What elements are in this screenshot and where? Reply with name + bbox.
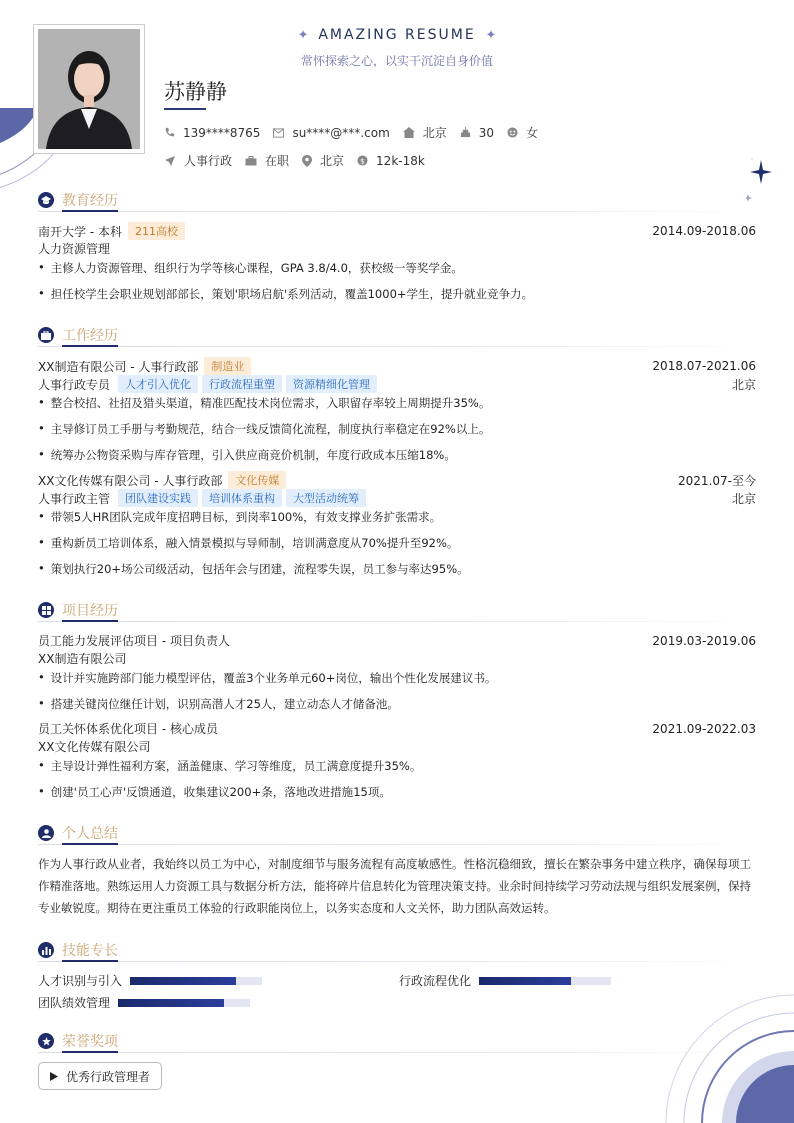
project-date: 2019.03-2019.06	[652, 633, 756, 648]
job-city: 北京	[731, 491, 756, 506]
industry-tag: 文化传媒	[228, 471, 286, 489]
graduation-cap-icon	[38, 192, 54, 208]
email-value: su****@***.com	[292, 125, 390, 140]
pin-icon	[302, 155, 312, 167]
section-header-skills	[38, 940, 118, 960]
phone-icon	[164, 127, 175, 138]
brand-title: AMAZING RESUME	[318, 27, 476, 43]
section-title: 个人总结	[62, 826, 118, 842]
gender-value: 女	[526, 126, 539, 140]
skill-item	[399, 972, 611, 989]
skill-name: 团队绩效管理	[38, 996, 111, 1010]
summary-text: 作为人事行政从业者，我始终以员工为中心，对制度细节与服务流程有高度敏感性。性格沉稳细致，擅长在繁杂事务中建立秩序，确保每项工作精准落地。熟练运用人力资源工具与数据分析方法，能将碎片信息转化为管理决策支持。业余时间持续学习劳动法规与组织发展案例，保持专业敏锐度。期待在更注重员工体验的行政职能岗位上，以务实态度和人文关怀，助力团队高效运转。	[38, 857, 751, 915]
section-divider-accent	[62, 960, 118, 962]
section-divider-accent	[62, 843, 118, 845]
grid-icon	[38, 602, 54, 618]
section-divider	[38, 844, 756, 845]
project-name: 员工关怀体系优化项目 - 核心成员	[38, 722, 218, 736]
mail-icon	[273, 128, 284, 138]
project-header	[38, 632, 756, 649]
education-date: 2014.09-2018.06	[652, 224, 756, 238]
section-divider	[38, 621, 756, 622]
briefcase-icon	[245, 156, 257, 166]
project-org-row	[38, 738, 756, 755]
keyword-tag: 人才引入优化	[118, 375, 198, 393]
intention-row	[164, 152, 438, 169]
skill-bar	[130, 977, 262, 985]
section-title: 教育经历	[62, 193, 118, 209]
job-role: 人事行政主管	[38, 491, 111, 506]
sparkle-decoration-icon	[746, 158, 776, 218]
user-icon	[38, 825, 54, 841]
phone-value: 139****8765	[183, 125, 261, 140]
list-item: • 重构新员工培训体系，融入情景模拟与导师制，培训满意度从70%提升至92%。	[38, 535, 459, 550]
list-item: • 设计并实施跨部门能力模型评估，覆盖3个业务单元60+岗位，输出个性化发展建议书。	[38, 670, 497, 685]
project-org: XX制造有限公司	[38, 652, 127, 666]
list-item: • 策划执行20+场公司级活动，包括年会与团建，流程零失误，员工参与率达95%。	[38, 561, 469, 576]
skill-name: 人才识别与引入	[38, 974, 123, 988]
bar-chart-icon	[38, 942, 54, 958]
keyword-tag: 大型活动统筹	[286, 489, 366, 507]
brand-banner	[0, 27, 794, 43]
company-name: XX文化传媒有限公司 - 人事行政部	[38, 473, 223, 488]
job-role: 人事行政专员	[38, 377, 111, 392]
sparkle-icon: ✦	[485, 28, 497, 43]
svg-text:$: $	[360, 156, 365, 166]
contact-row	[164, 124, 551, 141]
list-item: • 主导修订员工手册与考勤规范，结合一线反馈简化流程，制度执行率稳定在92%以上。	[38, 421, 491, 436]
decorative-circles-bottom-right	[654, 993, 794, 1123]
skill-bar-fill	[118, 999, 224, 1007]
job-city: 北京	[731, 377, 756, 392]
list-item: • 主修人力资源管理、组织行为学等核心课程，GPA 3.8/4.0，获校级一等奖学金。	[38, 260, 463, 275]
skill-bar	[118, 999, 250, 1007]
honor-item	[38, 1062, 162, 1090]
project-date: 2021.09-2022.03	[652, 721, 756, 736]
target-city-value: 北京	[320, 154, 345, 168]
industry-tag: 制造业	[204, 357, 251, 375]
section-divider-accent	[62, 620, 118, 622]
major: 人力资源管理	[38, 242, 111, 256]
section-header-work	[38, 325, 118, 345]
list-item: • 搭建关键岗位继任计划，识别高潜人才25人，建立动态人才储备池。	[38, 696, 399, 711]
section-divider	[38, 1052, 756, 1053]
position-value: 人事行政	[184, 154, 233, 168]
section-header-projects	[38, 600, 118, 620]
status-value: 在职	[265, 154, 290, 168]
section-divider	[38, 961, 756, 962]
play-icon	[50, 1072, 58, 1081]
sparkle-icon: ✦	[297, 28, 309, 43]
job-date: 2018.07-2021.06	[652, 359, 756, 373]
section-divider-accent	[62, 345, 118, 347]
send-icon	[164, 155, 176, 167]
section-title: 荣誉奖项	[62, 1034, 118, 1050]
award-icon	[38, 1033, 54, 1049]
keyword-tag: 行政流程重塑	[202, 375, 282, 393]
keyword-tag: 培训体系重构	[202, 489, 282, 507]
section-divider	[38, 211, 756, 212]
cake-icon	[460, 127, 471, 138]
section-title: 技能专长	[62, 943, 118, 959]
salary-icon	[357, 155, 368, 166]
project-header	[38, 720, 756, 737]
skill-bar-fill	[479, 977, 571, 985]
skill-name: 行政流程优化	[399, 974, 472, 988]
education-entry	[38, 222, 756, 240]
education-major-row	[38, 240, 756, 257]
project-name: 员工能力发展评估项目 - 项目负责人	[38, 634, 230, 648]
list-item: • 创建'员工心声'反馈通道，收集建议200+条，落地改进措施15项。	[38, 784, 391, 799]
job-header	[38, 357, 756, 375]
section-header-education	[38, 190, 118, 210]
keyword-tag: 团队建设实践	[118, 489, 198, 507]
job-date: 2021.07-至今	[678, 473, 756, 488]
keyword-tag: 资源精细化管理	[286, 375, 377, 393]
skill-bar	[479, 977, 611, 985]
salary-value: 12k-18k	[376, 153, 425, 168]
section-title: 项目经历	[62, 603, 118, 619]
section-divider-accent	[62, 1051, 118, 1053]
list-item: • 主导设计弹性福利方案，涵盖健康、学习等维度，员工满意度提升35%。	[38, 758, 422, 773]
section-divider-accent	[62, 210, 118, 212]
skill-item	[38, 972, 262, 989]
profile-photo	[38, 29, 140, 149]
job-role-row	[38, 375, 756, 393]
candidate-name: 苏静静	[164, 80, 227, 104]
job-role-row	[38, 489, 756, 507]
school-name: 南开大学 - 本科	[38, 224, 122, 239]
job-header	[38, 471, 756, 489]
home-icon	[403, 127, 415, 138]
project-org-row	[38, 650, 756, 667]
list-item: • 统筹办公物资采购与库存管理，引入供应商竞价机制，年度行政成本压缩18%。	[38, 447, 456, 462]
section-header-summary	[38, 823, 118, 843]
location-value: 北京	[422, 126, 447, 140]
briefcase-icon	[38, 327, 54, 343]
brand-subtitle: 常怀探索之心，以实干沉淀自身价值	[300, 54, 493, 68]
name-underline	[164, 108, 206, 110]
list-item: • 带领5人HR团队完成年度招聘目标，到岗率100%，有效支撑业务扩张需求。	[38, 509, 442, 524]
list-item: • 担任校学生会职业规划部部长，策划'职场启航'系列活动，覆盖1000+学生，提升就业竞争力。	[38, 286, 534, 301]
section-title: 工作经历	[62, 328, 118, 344]
honor-label: 优秀行政管理者	[66, 1069, 151, 1084]
skill-bar-fill	[130, 977, 236, 985]
skill-item	[38, 994, 250, 1011]
project-org: XX文化传媒有限公司	[38, 740, 151, 754]
list-item: • 整合校招、社招及猎头渠道，精准匹配技术岗位需求，入职留存率较上周期提升35%。	[38, 395, 491, 410]
company-name: XX制造有限公司 - 人事行政部	[38, 359, 199, 374]
age-value: 30	[478, 125, 495, 140]
section-divider	[38, 346, 756, 347]
school-tag: 211高校	[128, 222, 185, 240]
section-header-honors	[38, 1031, 118, 1051]
gender-icon	[507, 127, 518, 138]
